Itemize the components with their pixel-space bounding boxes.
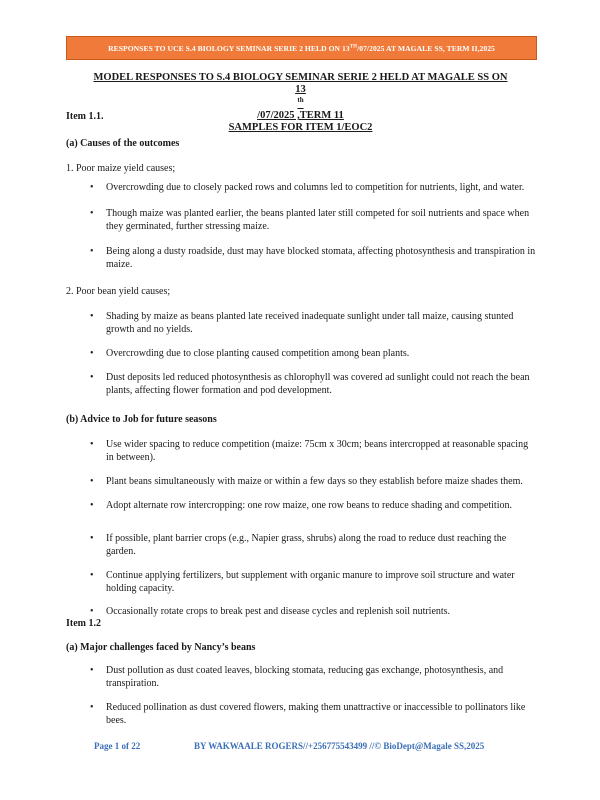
- header-banner: [66, 36, 537, 60]
- list-item: Reduced pollination as dust covered flowers, making them unattractive or inaccessible to pollinators like bees.: [106, 702, 526, 726]
- list-item: Shading by maize as beans planted late received inadequate sunlight under tall maize, causing stunted growth and no yields.: [106, 311, 514, 335]
- part-b-heading: (b) Advice to Job for future seasons: [66, 414, 217, 425]
- bullet-marker: •: [90, 702, 94, 713]
- header-banner-sup: TH: [349, 43, 358, 49]
- item-1-2-part-a-heading: (a) Major challenges faced by Nancy’s beans: [66, 642, 256, 653]
- maize-heading: 1. Poor maize yield causes;: [66, 163, 176, 174]
- title-line-1: MODEL RESPONSES TO S.4 BIOLOGY SEMINAR SERIE 2 HELD AT MAGALE SS ON: [93, 72, 508, 83]
- header-banner-suffix: /07/2025 AT MAGALE SS, TERM II,2025: [357, 43, 495, 53]
- bullet-marker: •: [90, 570, 94, 581]
- list-item: Overcrowding due to closely packed rows and columns led to competition for nutrients, light, and water.: [106, 182, 525, 193]
- page-number: Page 1 of 22: [94, 741, 141, 751]
- bullet-marker: •: [90, 311, 94, 322]
- list-item: Dust deposits led reduced photosynthesis as chlorophyll was covered ad sunlight could not reach the bean plants, affecting flower formation and pod development.: [106, 372, 530, 396]
- bullet-marker: •: [90, 500, 94, 511]
- bullet-marker: •: [90, 439, 94, 450]
- bullet-marker: •: [90, 476, 94, 487]
- list-item: Dust pollution as dust coated leaves, blocking stomata, reducing gas exchange, photosynthesis, and transpiration.: [106, 665, 504, 689]
- item-1-1-heading: Item 1.1.: [66, 111, 104, 122]
- bullet-marker: •: [90, 606, 94, 617]
- part-a-heading: (a) Causes of the outcomes: [66, 138, 180, 149]
- list-item: Occasionally rotate crops to break pest and disease cycles and replenish soil nutrients.: [106, 606, 451, 617]
- title-line-2-sup: th: [297, 96, 304, 104]
- list-item: Use wider spacing to reduce competition (maize: 75cm x 30cm; beans intercropped at reasonable spacing in between).: [106, 439, 529, 463]
- list-item: If possible, plant barrier crops (e.g., Napier grass, shrubs) along the road to reduce dust reaching the garden.: [106, 533, 507, 557]
- list-item: Continue applying fertilizers, but supplement with organic manure to improve soil structure and water holding capacity.: [106, 570, 515, 594]
- bullet-marker: •: [90, 348, 94, 359]
- bullet-marker: •: [90, 246, 94, 257]
- list-item: Being along a dusty roadside, dust may have blocked stomata, affecting photosynthesis and transpiration in maize.: [106, 246, 536, 270]
- footer-credit: BY WAKWAALE ROGERS//+256775543499 //© BioDept@Magale SS,2025: [194, 741, 485, 751]
- title-line-2-suffix: /07/2025 ,TERM 11: [257, 110, 344, 121]
- item-1-2-heading: Item 1.2: [66, 618, 101, 629]
- document-title: [66, 72, 535, 133]
- list-item: Plant beans simultaneously with maize or within a few days so they establish before maize shades them.: [106, 476, 523, 487]
- title-line-3: SAMPLES FOR ITEM 1/EOC2: [228, 121, 373, 133]
- bullet-marker: •: [90, 665, 94, 676]
- list-item: Overcrowding due to close planting caused competition among bean plants.: [106, 348, 410, 359]
- title-line-2: [66, 84, 535, 122]
- header-banner-prefix: RESPONSES TO UCE S.4 BIOLOGY SEMINAR SERIE 2 HELD ON 13: [108, 43, 350, 53]
- bullet-marker: •: [90, 372, 94, 383]
- bullet-marker: •: [90, 533, 94, 544]
- header-banner-text: [108, 44, 495, 53]
- bullet-marker: •: [90, 208, 94, 219]
- bean-heading: 2. Poor bean yield causes;: [66, 286, 171, 297]
- list-item: Adopt alternate row intercropping: one row maize, one row beans to reduce shading and competition.: [106, 500, 512, 511]
- title-line-2-prefix: 13: [295, 83, 306, 95]
- bullet-marker: •: [90, 182, 94, 193]
- list-item: Though maize was planted earlier, the beans planted later still competed for soil nutrients and space when they germinated, further stressing maize.: [106, 208, 530, 232]
